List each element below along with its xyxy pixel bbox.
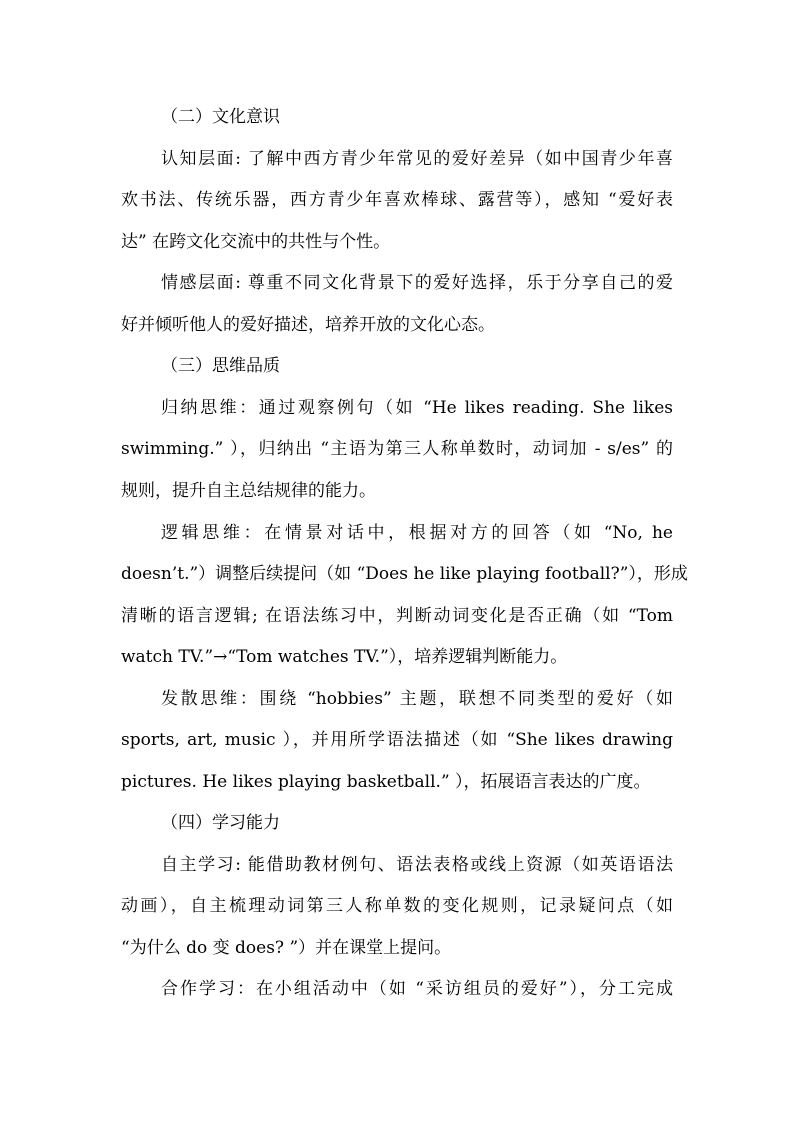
paragraph-line: 欢书法、传统乐器，西方青少年喜欢棒球、露营等），感知 “爱好表	[121, 190, 673, 210]
paragraph-line: pictures. He likes playing basketball.” ），拓展语言表达的广度。	[121, 772, 651, 792]
paragraph-line: 自主学习: 能借助教材例句、语法表格或线上资源（如英语语法	[161, 855, 673, 875]
paragraph-line: 规则，提升自主总结规律的能力。	[121, 481, 376, 501]
paragraph-line: 逻辑思维：在情景对话中，根据对方的回答（如 “No, he	[161, 523, 673, 543]
paragraph-line: watch TV.”→“Tom watches TV.”），培养逻辑判断能力。	[121, 647, 568, 667]
paragraph-line: 清晰的语言逻辑; 在语法练习中，判断动词变化是否正确（如 “Tom	[121, 606, 673, 626]
paragraph-line: swimming.” ），归纳出 “主语为第三人称单数时，动词加 - s/es” 的	[121, 439, 673, 459]
section-heading-learning-ability: （四）学习能力	[161, 813, 280, 833]
section-heading-cultural-awareness: （二）文化意识	[161, 107, 280, 127]
paragraph-line: 动画），自主梳理动词第三人称单数的变化规则，记录疑问点（如	[121, 896, 673, 916]
paragraph-line: “为什么 do 变 does? ”）并在课堂上提问。	[121, 938, 452, 958]
paragraph-line: 发散思维：围绕 “hobbies” 主题，联想不同类型的爱好（如	[161, 689, 673, 709]
paragraph-line: sports, art, music ），并用所学语法描述（如 “She likes drawing	[121, 730, 673, 750]
paragraph-line: 达” 在跨文化交流中的共性与个性。	[121, 232, 391, 252]
paragraph-line: 好并倾听他人的爱好描述，培养开放的文化心态。	[121, 315, 495, 335]
paragraph-line: doesn’t.”）调整后续提问（如 “Does he like playing football?”），形成	[121, 564, 688, 584]
section-heading-thinking-quality: （三）思维品质	[161, 356, 280, 376]
paragraph-line: 认知层面: 了解中西方青少年常见的爱好差异（如中国青少年喜	[161, 149, 673, 169]
paragraph-line: 合作学习：在小组活动中（如 “采访组员的爱好”），分工完成	[161, 979, 673, 999]
paragraph-line: 归纳思维：通过观察例句（如 “He likes reading. She likes	[161, 398, 673, 418]
paragraph-line: 情感层面: 尊重不同文化背景下的爱好选择，乐于分享自己的爱	[161, 273, 673, 293]
